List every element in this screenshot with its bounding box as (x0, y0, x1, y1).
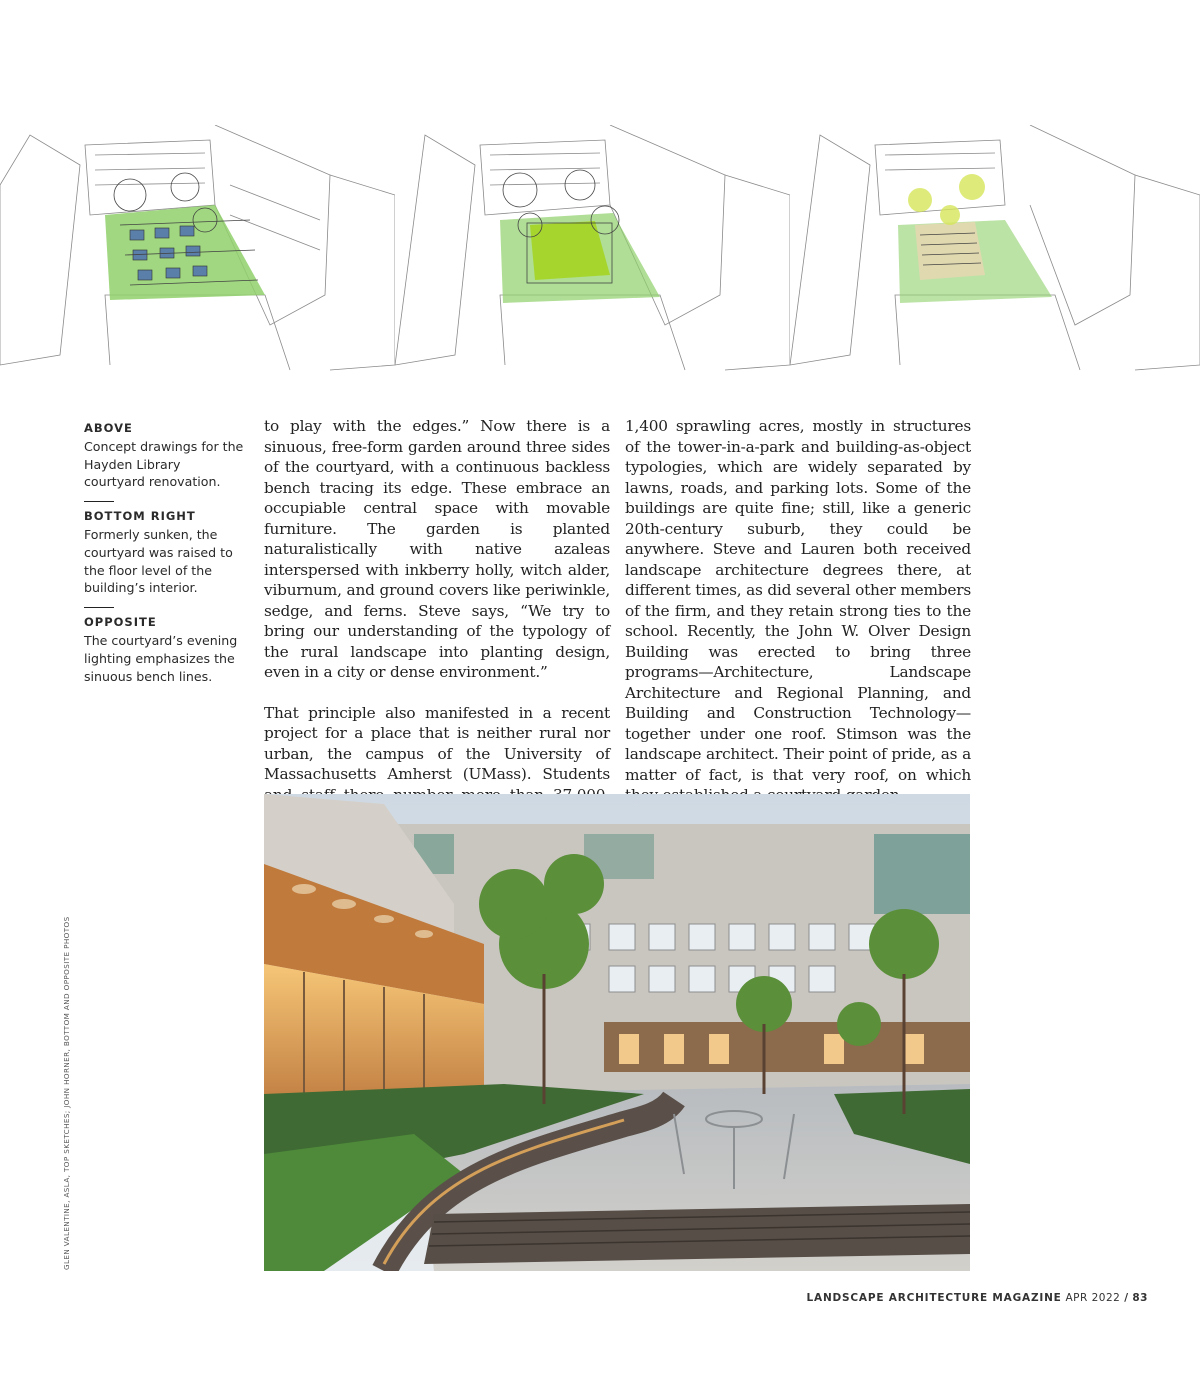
page-number: 83 (1132, 1292, 1148, 1304)
body-paragraph: to play with the edges.” Now there is a sinuous, free-form garden around three sides of the courtyard, with a continuous backless bench tracing its edge. These embrace an occupiable central space with movable furniture. The garden is planted naturalistically with native azaleas interspersed with inkberry holly, witch alder, viburnum, and ground covers like periwinkle, sedge, and ferns. Steve says, “We try to bring our understanding of the typology of the rural landscape into planting design, even in a city or dense environment.” (264, 417, 610, 681)
page-footer (807, 1292, 1148, 1304)
courtyard-photo (264, 794, 970, 1271)
caption-heading: OPPOSITE (84, 615, 157, 630)
body-paragraph: That principle also manifested in a recent project for a place that is neither rural nor urban, the campus of the University of Massachusetts Amherst (UMass). Students (264, 703, 610, 783)
magazine-name: LANDSCAPE ARCHITECTURE MAGAZINE (806, 1292, 1062, 1304)
issue-date: APR 2022 (1065, 1292, 1121, 1304)
body-column-2 (625, 416, 971, 806)
footer-separator: / (1124, 1292, 1129, 1304)
caption-heading: BOTTOM RIGHT (84, 509, 196, 524)
concept-sketch-3 (790, 125, 1200, 375)
concept-sketch-1 (0, 125, 395, 375)
caption-text: Formerly sunken, the courtyard was raised to the floor level of the building’s interior. (84, 526, 233, 596)
body-column-1 (264, 416, 610, 826)
caption-heading: ABOVE (84, 421, 133, 435)
caption-divider (84, 607, 114, 608)
caption-block (84, 420, 244, 685)
caption-divider (84, 501, 114, 502)
body-paragraph: 1,400 sprawling acres, mostly in structures of the tower-in-a-park and building-as-object typologies, which are widely separated by lawns, roads, and parking lots. Some of the buildings are quite fine; still, like a generic 20th-century suburb, they could be anywhere. Steve and Lauren both received landscape architecture degrees there, at different times, as did several other members of the firm, and they retain strong ties to the school. Recently, the John W. Olver Design Building was erected to bring three programs—Architecture, Landscape Architecture and Regional Planning, and Building and Construction Technology—together under one roof. Stimson was the landscape architect. Their point of pride, as a matter of fact, is that very roof, on which (625, 417, 971, 784)
photo-credit: GLEN VALENTINE, ASLA, TOP SKETCHES; JOHN HORNER, BOTTOM AND OPPOSITE PHOTOS (62, 916, 71, 1270)
caption-text: The courtyard’s evening lighting emphasizes the sinuous bench lines. (84, 632, 238, 684)
concept-sketch-2 (395, 125, 790, 375)
caption-text: Concept drawings for the Hayden Library courtyard renovation. (84, 438, 244, 490)
